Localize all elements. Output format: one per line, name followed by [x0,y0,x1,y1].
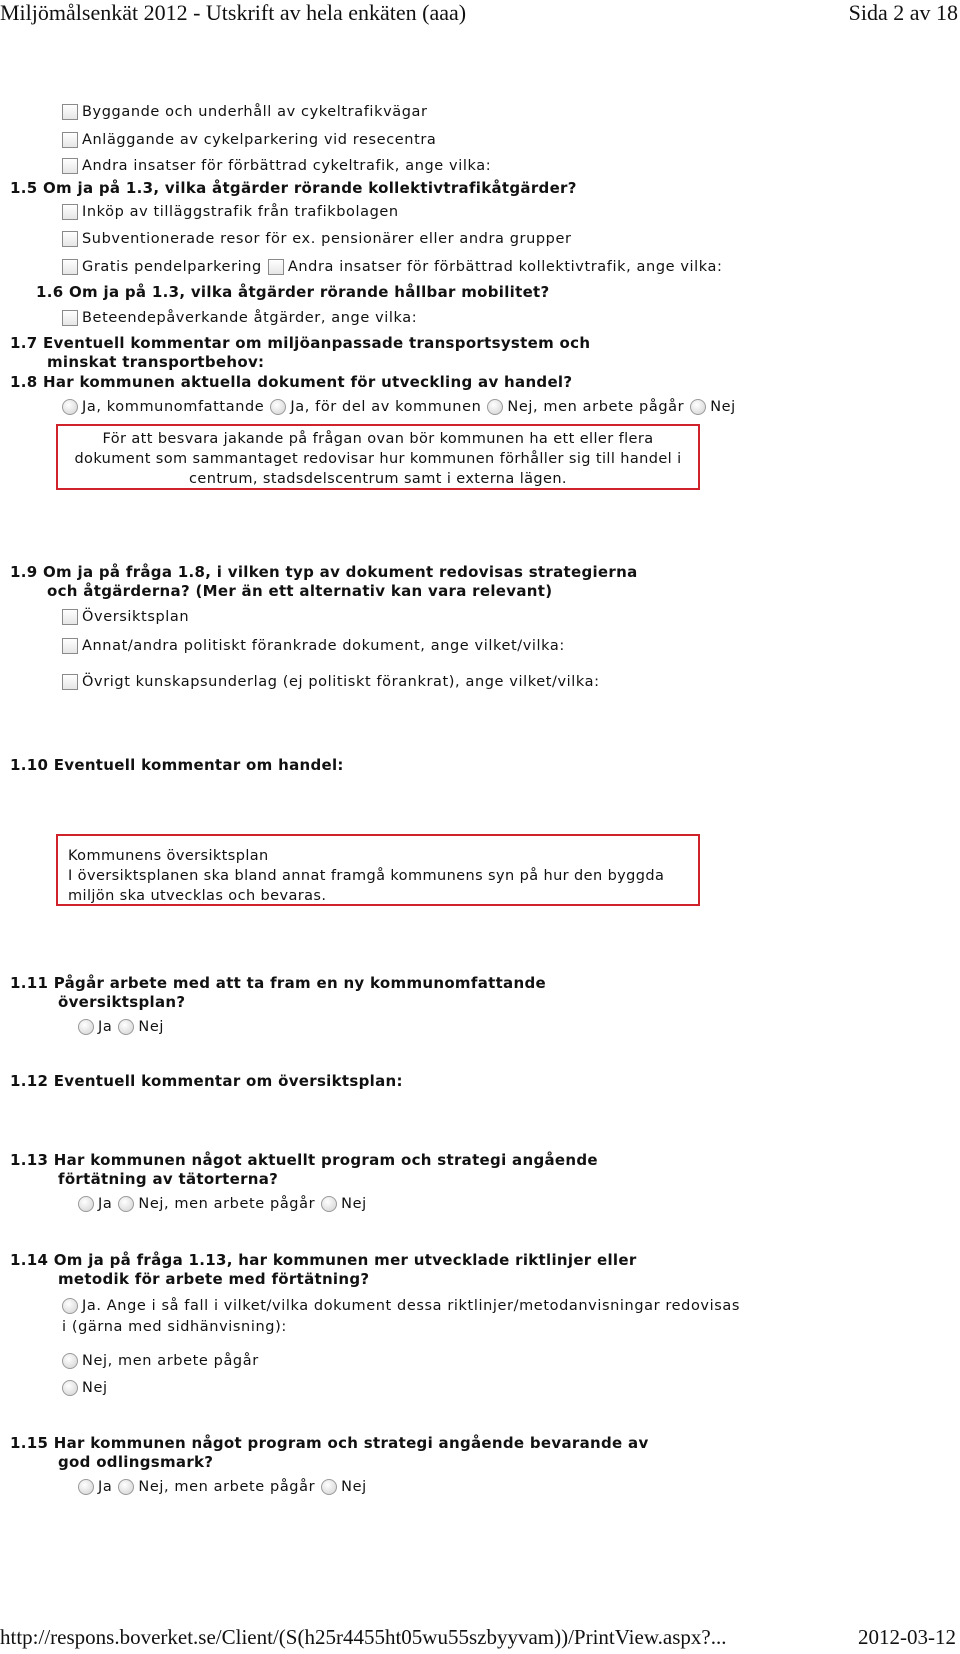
checkbox-option[interactable] [62,673,600,691]
option-label: Gratis pendelparkering [82,259,262,275]
radio-button[interactable] [62,1380,78,1396]
comment-box-1-8 [56,424,700,490]
option-label: Annat/andra politiskt förankrade dokument, ange vilket/vilka: [82,638,565,654]
comment-line: dokument som sammantaget redovisar hur kommunen förhåller sig till handel i [74,451,682,467]
question-1-12-title: 1.12 Eventuell kommentar om översiktsplan: [10,1072,403,1090]
question-1-9-title: 1.9 Om ja på fråga 1.8, i vilken typ av dokument redovisas strategierna [10,563,638,581]
question-1-15-title-cont: god odlingsmark? [58,1453,214,1471]
question-1-13-title-cont: förtätning av tätorterna? [58,1170,279,1188]
radio-option-row [78,1018,164,1036]
option-label: Ja [98,1019,113,1035]
comment-line: I översiktsplanen ska bland annat framgå kommunens syn på hur den byggda [68,868,665,884]
comment-box-1-10 [56,834,700,906]
checkbox-option[interactable] [62,637,565,655]
checkbox[interactable] [62,231,78,247]
checkbox[interactable] [62,609,78,625]
radio-button[interactable] [62,1298,78,1314]
option-label: Beteendepåverkande åtgärder, ange vilka: [82,310,418,326]
option-label: Översiktsplan [82,609,190,625]
checkbox-option[interactable] [62,131,436,149]
checkbox-option[interactable] [62,157,491,175]
question-1-9-title-cont: och åtgärderna? (Mer än ett alternativ kan vara relevant) [47,582,553,600]
print-url: http://respons.boverket.se/Client/(S(h25r4455ht05wu55szbyyvam))/PrintView.aspx?... [0,1625,727,1649]
checkbox[interactable] [62,104,78,120]
checkbox-option[interactable] [62,309,417,327]
checkbox-option[interactable] [62,608,189,626]
option-label: Nej, men arbete pågår [507,399,685,415]
radio-button[interactable] [118,1196,134,1212]
option-label: Andra insatser för förbättrad kollektivtrafik, ange vilka: [287,259,723,275]
option-label: Byggande och underhåll av cykeltrafikvägar [82,104,428,120]
radio-option[interactable] [62,1297,740,1315]
option-label: Ja [98,1479,113,1495]
radio-button[interactable] [118,1019,134,1035]
question-1-7-title: 1.7 Eventuell kommentar om miljöanpassade transportsystem och [10,334,591,352]
question-1-11-title: 1.11 Pågår arbete med att ta fram en ny kommunomfattande [10,974,546,992]
option-label: Nej, men arbete pågår [138,1479,316,1495]
checkbox-option[interactable] [62,103,428,121]
radio-option-row [78,1195,367,1213]
question-1-10-title: 1.10 Eventuell kommentar om handel: [10,756,344,774]
comment-line: För att besvara jakande på frågan ovan bör kommunen ha ett eller flera [102,431,654,447]
question-1-13-title: 1.13 Har kommunen något aktuellt program och strategi angående [10,1151,598,1169]
question-1-5-title: 1.5 Om ja på 1.3, vilka åtgärder rörande kollektivtrafikåtgärder? [10,179,577,197]
checkbox-option[interactable] [62,230,572,248]
option-label: Andra insatser för förbättrad cykeltrafik, ange vilka: [82,158,492,174]
checkbox[interactable] [62,204,78,220]
option-label: Subventionerade resor för ex. pensionärer eller andra grupper [82,231,572,247]
option-label: Nej [341,1479,367,1495]
radio-button[interactable] [118,1479,134,1495]
comment-line: centrum, stadsdelscentrum samt i externa lägen. [189,471,567,487]
radio-button[interactable] [270,399,286,415]
radio-button[interactable] [78,1196,94,1212]
option-label: Anläggande av cykelparkering vid resecentra [82,132,437,148]
checkbox-option-row [62,258,723,276]
radio-button[interactable] [690,399,706,415]
checkbox[interactable] [62,132,78,148]
question-1-6-title: 1.6 Om ja på 1.3, vilka åtgärder rörande hållbar mobilitet? [36,283,550,301]
radio-option[interactable] [62,1379,108,1397]
radio-button[interactable] [321,1479,337,1495]
radio-option[interactable] [62,1352,259,1370]
print-date: 2012-03-12 [858,1625,956,1649]
checkbox[interactable] [62,674,78,690]
option-label: Nej, men arbete pågår [138,1196,316,1212]
checkbox-option[interactable] [62,203,399,221]
question-1-11-title-cont: översiktsplan? [58,993,186,1011]
comment-line: miljön ska utvecklas och bevaras. [68,888,327,904]
option-label: Ja, kommunomfattande [82,399,265,415]
question-1-14-title-cont: metodik för arbete med förtätning? [58,1270,370,1288]
option-label: Övrigt kunskapsunderlag (ej politiskt förankrat), ange vilket/vilka: [82,674,600,690]
checkbox[interactable] [62,310,78,326]
option-label: Ja [98,1196,113,1212]
radio-button[interactable] [62,399,78,415]
option-label-cont: i (gärna med sidhänvisning): [62,1319,287,1335]
radio-button[interactable] [78,1479,94,1495]
option-label: Inköp av tilläggstrafik från trafikbolagen [82,204,399,220]
question-1-14-title: 1.14 Om ja på fråga 1.13, har kommunen mer utvecklade riktlinjer eller [10,1251,637,1269]
option-label: Nej, men arbete pågår [82,1353,259,1369]
checkbox[interactable] [62,259,78,275]
question-1-7-title-cont: minskat transportbehov: [47,353,265,371]
page-number: Sida 2 av 18 [848,0,958,25]
checkbox[interactable] [62,638,78,654]
option-label: Nej [710,399,736,415]
option-label: Nej [82,1380,108,1396]
checkbox[interactable] [62,158,78,174]
radio-button[interactable] [62,1353,78,1369]
question-1-15-title: 1.15 Har kommunen något program och strategi angående bevarande av [10,1434,649,1452]
checkbox[interactable] [268,259,284,275]
question-1-8-title: 1.8 Har kommunen aktuella dokument för utveckling av handel? [10,373,573,391]
option-label: Ja. Ange i så fall i vilket/vilka dokument dessa riktlinjer/metodanvisningar redovisas [82,1298,741,1314]
comment-line: Kommunens översiktsplan [68,848,269,864]
option-label: Nej [341,1196,367,1212]
option-label: Nej [138,1019,164,1035]
radio-button[interactable] [321,1196,337,1212]
radio-button[interactable] [487,399,503,415]
option-label: Ja, för del av kommunen [290,399,482,415]
radio-option-row [62,398,736,416]
document-title: Miljömålsenkät 2012 - Utskrift av hela enkäten (aaa) [0,0,467,25]
radio-button[interactable] [78,1019,94,1035]
radio-option-row [78,1478,367,1496]
